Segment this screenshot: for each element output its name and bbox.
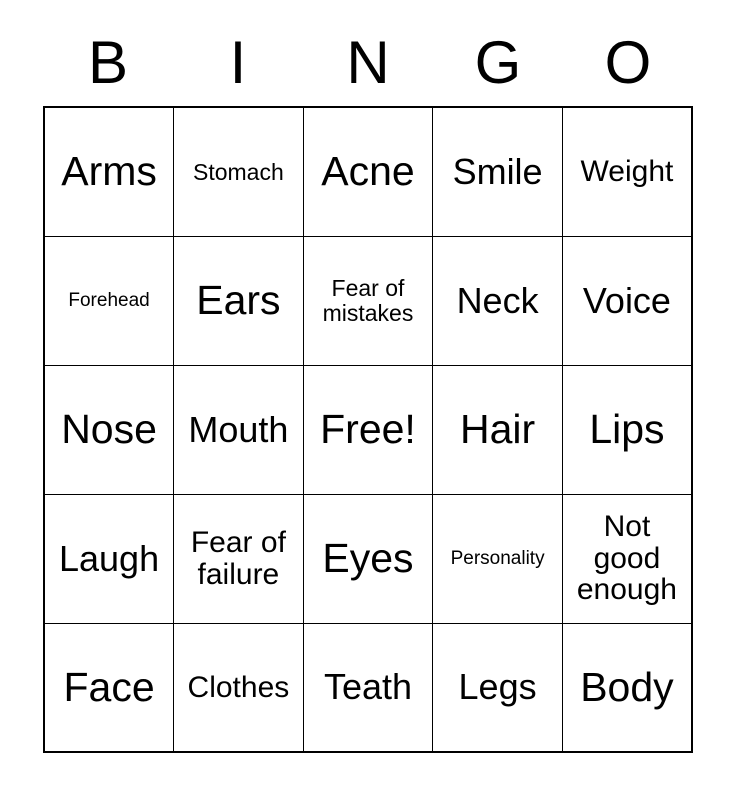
bingo-row <box>44 107 692 236</box>
bingo-cell-label: Hair <box>459 405 536 452</box>
bingo-cell-label: Weight <box>580 155 674 188</box>
bingo-cell[interactable] <box>433 107 563 236</box>
bingo-cell-label: Forehead <box>68 289 150 311</box>
bingo-cell[interactable] <box>44 494 174 623</box>
bingo-cell-label: Nose <box>61 405 157 452</box>
bingo-header-letter-b: B <box>87 29 129 96</box>
bingo-cell[interactable] <box>562 365 692 494</box>
bingo-row <box>44 236 692 365</box>
bingo-cell-label: Acne <box>321 148 415 195</box>
bingo-cell[interactable] <box>433 494 563 623</box>
bingo-cell-label: Face <box>63 663 155 710</box>
bingo-cell[interactable] <box>562 623 692 752</box>
bingo-cell-label: Voice <box>582 279 671 321</box>
bingo-cell-label: Laugh <box>58 537 160 579</box>
bingo-cell[interactable] <box>562 494 692 623</box>
bingo-row <box>44 494 692 623</box>
bingo-cell-label: Neck <box>456 279 539 321</box>
bingo-cell[interactable] <box>303 107 433 236</box>
bingo-header <box>43 0 693 98</box>
bingo-cell-label: Arms <box>61 148 157 195</box>
bingo-header-letter-o: O <box>604 29 652 96</box>
bingo-header-letter-i: I <box>229 29 247 96</box>
bingo-cell-free[interactable] <box>303 365 433 494</box>
bingo-cell[interactable] <box>303 236 433 365</box>
bingo-row <box>44 365 692 494</box>
bingo-cell-label: Teath <box>323 666 413 708</box>
bingo-cell[interactable] <box>562 236 692 365</box>
bingo-row <box>44 623 692 752</box>
bingo-cell[interactable] <box>433 236 563 365</box>
bingo-header-letter-n: N <box>346 29 390 96</box>
bingo-cell-label: Fear of failure <box>190 526 286 591</box>
bingo-cell[interactable] <box>174 623 304 752</box>
bingo-cell-label: Ears <box>196 276 281 323</box>
bingo-cell-label: Body <box>580 663 674 710</box>
bingo-header-letter-g: G <box>474 29 522 96</box>
bingo-cell-label: Fear of mistakes <box>322 275 414 326</box>
bingo-cell-label: Legs <box>458 666 537 708</box>
bingo-cell-label: Stomach <box>193 158 284 185</box>
bingo-cell[interactable] <box>44 365 174 494</box>
bingo-cell-label: Free! <box>320 405 416 452</box>
bingo-cell-label: Clothes <box>187 670 290 704</box>
bingo-cell-label: Lips <box>589 405 665 452</box>
bingo-cell[interactable] <box>44 107 174 236</box>
bingo-cell[interactable] <box>174 236 304 365</box>
bingo-cell[interactable] <box>174 494 304 623</box>
bingo-cell[interactable] <box>303 623 433 752</box>
bingo-cell[interactable] <box>174 365 304 494</box>
bingo-cell[interactable] <box>303 494 433 623</box>
bingo-cell[interactable] <box>174 107 304 236</box>
bingo-cell-label: Smile <box>452 150 543 192</box>
bingo-cell[interactable] <box>44 236 174 365</box>
bingo-cell[interactable] <box>433 623 563 752</box>
bingo-grid <box>43 106 693 753</box>
bingo-cell[interactable] <box>562 107 692 236</box>
bingo-cell-label: Personality <box>450 547 545 569</box>
bingo-cell[interactable] <box>44 623 174 752</box>
bingo-cell[interactable] <box>433 365 563 494</box>
bingo-cell-label: Eyes <box>322 534 414 581</box>
bingo-cell-label: Not good enough <box>576 510 677 607</box>
bingo-cell-label: Mouth <box>188 408 289 450</box>
